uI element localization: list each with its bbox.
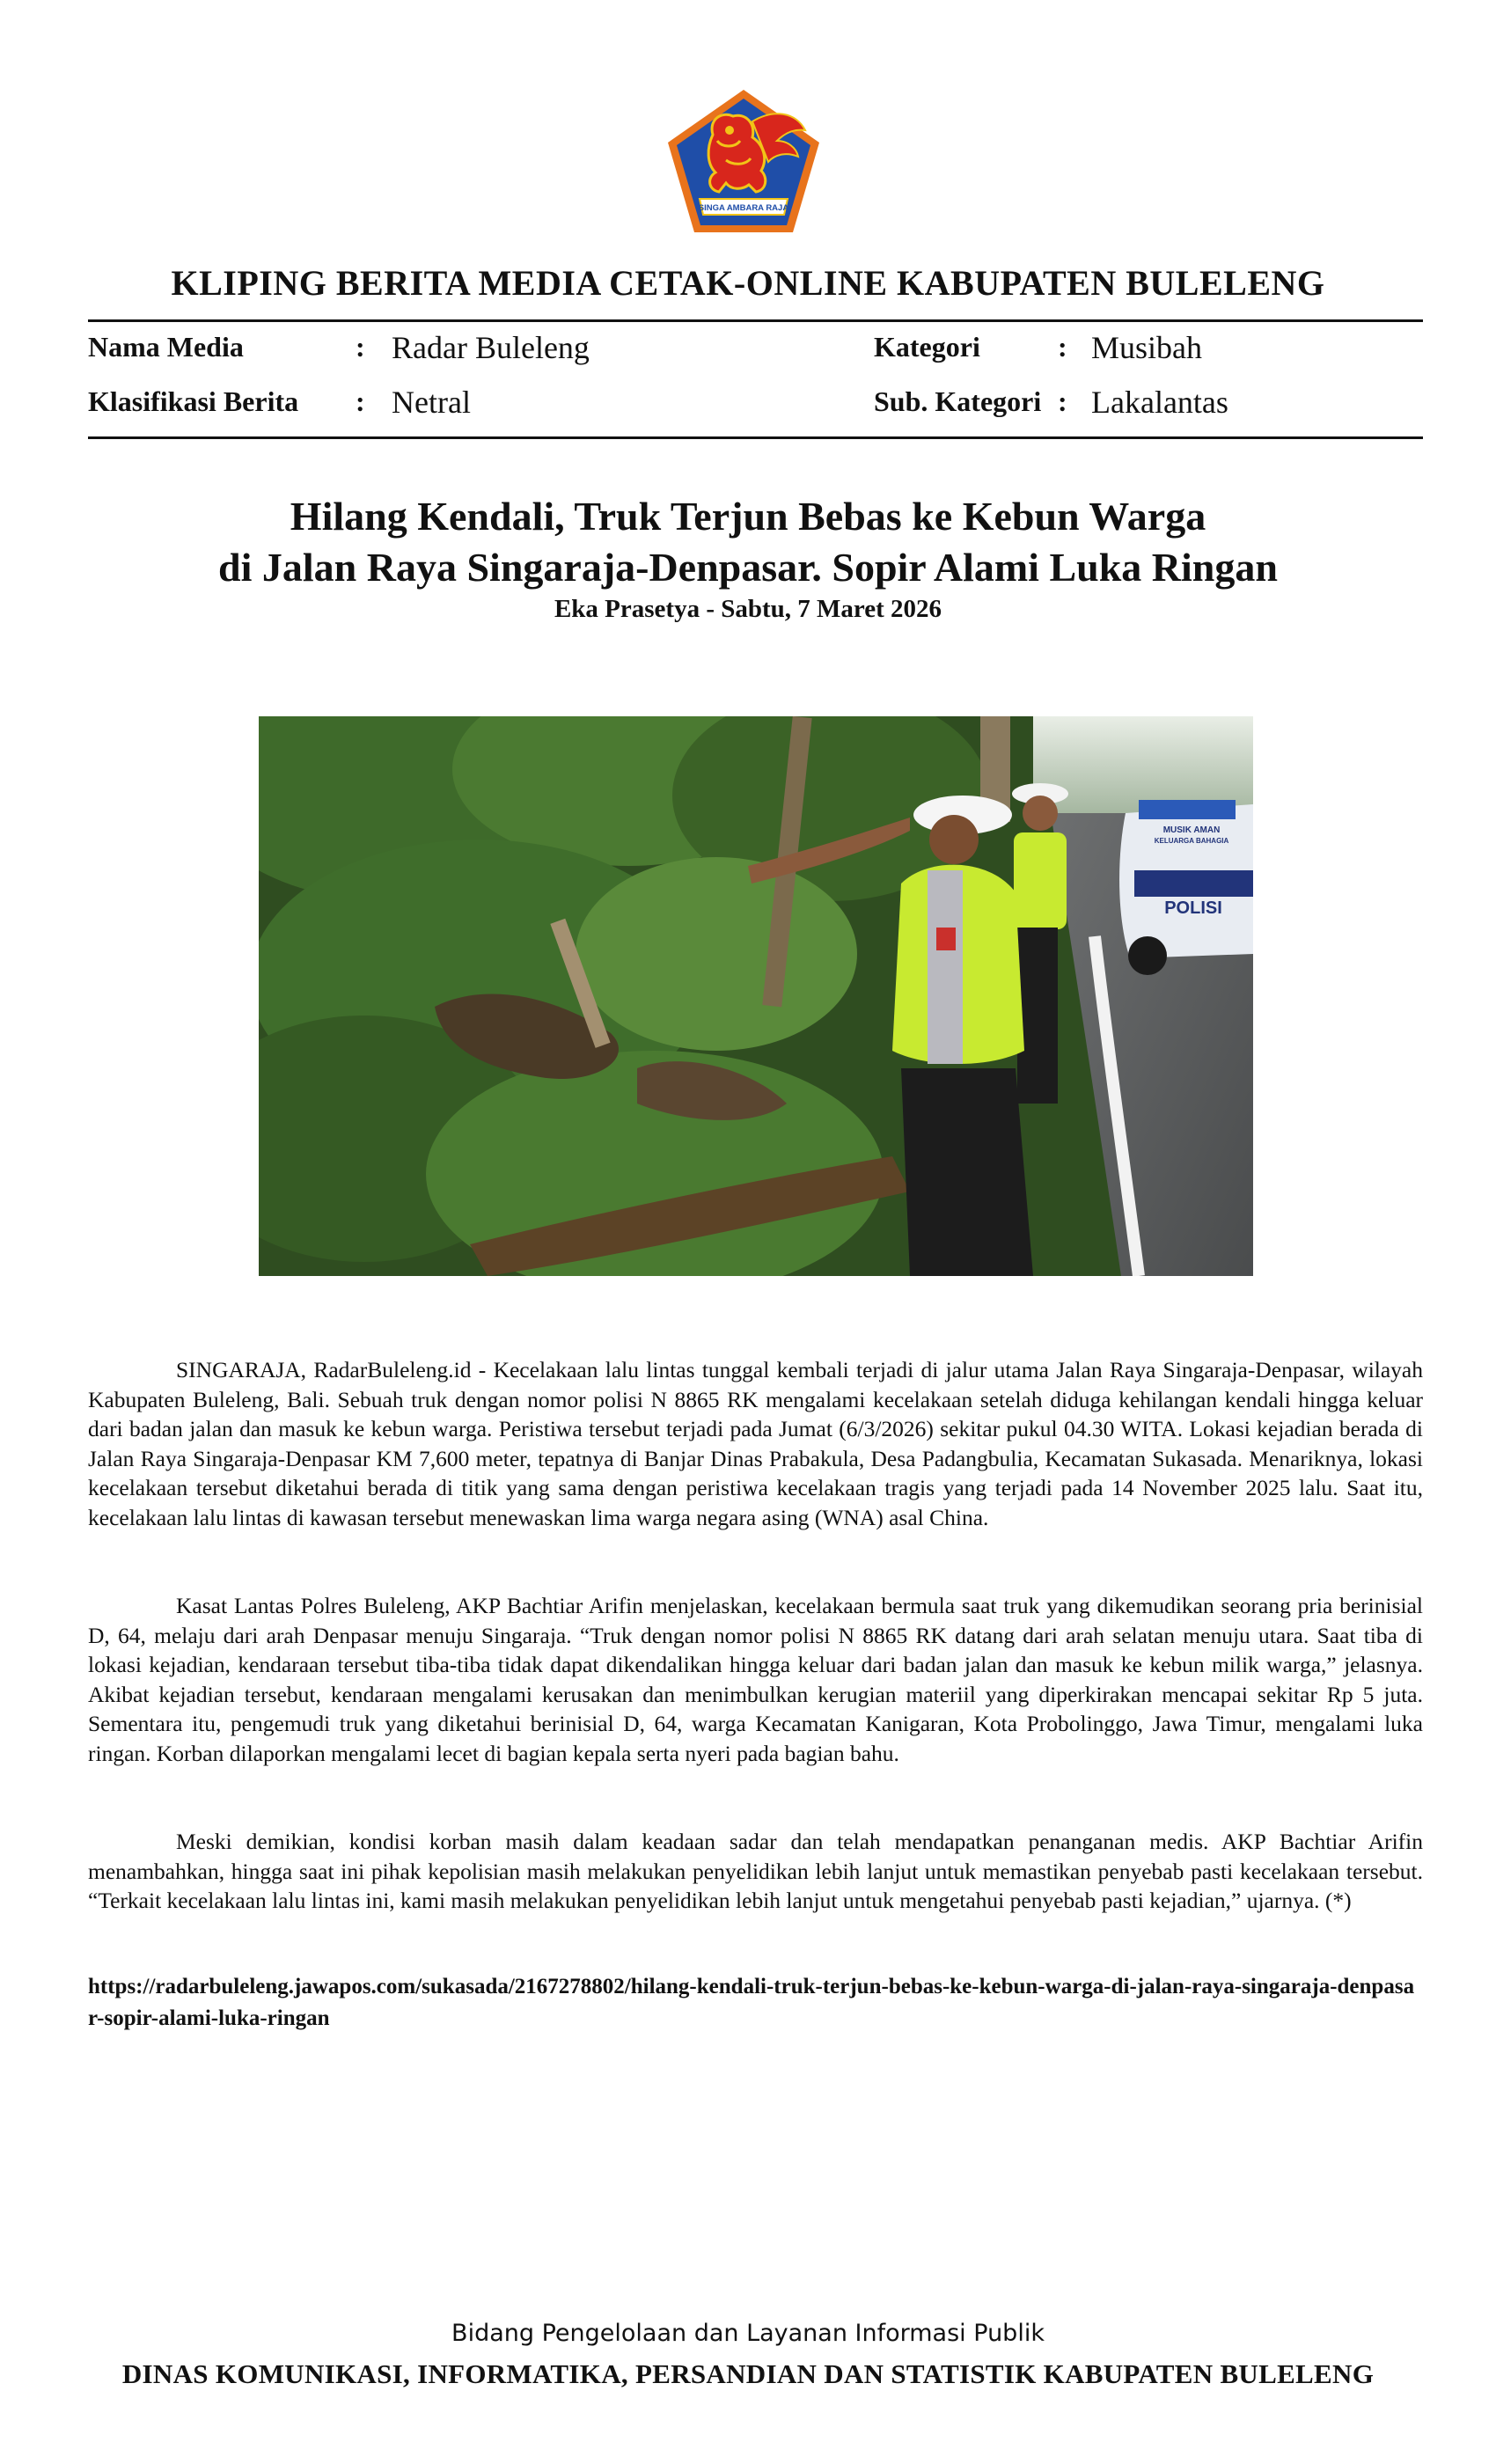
singa-ambara-raja-emblem-icon bbox=[664, 86, 823, 236]
klasifikasi-colon: : bbox=[356, 385, 365, 417]
paragraph-text: Kasat Lantas Polres Buleleng, AKP Bachtiar Arifin menjelaskan, kecelakaan bermula saat truk yang dikemudikan seorang pria berinisial D, 64, melaju dari arah Denpasar menuju Singaraja. “Truk dengan nomor polisi N 8865 RK datang dari arah selatan menuju utara. Saat tiba di lokasi kejadian, kendaraan tersebut tiba-tiba tidak dapat dikendalikan hingga keluar dari badan jalan dan masuk ke kebun milik warga,” jelasnya. Akibat kejadian tersebut, kendaraan mengalami kerusakan dan menimbulkan kerugian materiil yang diperkirakan mencapai sekitar Rp 5 juta. Sementara itu, pengemudi truk yang diketahui berinisial D, 64, warga Kecamatan Kanigaran, Kota Probolinggo, Jawa Timur, mengalami luka ringan. Korban dilaporkan mengalami lecet di bagian kepala serta nyeri pada bagian bahu. bbox=[88, 1593, 1423, 1766]
paragraph-text: Meski demikian, kondisi korban masih dalam keadaan sadar dan telah mendapatkan penanganan medis. AKP Bachtiar Arifin menambahkan, hingga saat ini pihak kepolisian masih melakukan penyelidikan lebih lanjut untuk memastikan penyebab pasti kecelakaan tersebut. “Terkait kecelakaan lalu lintas ini, kami masih melakukan penyelidikan lebih lanjut untuk mengetahui penyebab pasti kejadian,” ujarnya. (*) bbox=[88, 1829, 1423, 1913]
nama-media-colon: : bbox=[356, 331, 365, 363]
nama-media-value: Radar Buleleng bbox=[392, 330, 590, 365]
headline-line-1: Hilang Kendali, Truk Terjun Bebas ke Kebun Warga bbox=[290, 494, 1206, 539]
paragraph-text: SINGARAJA, RadarBuleleng.id - Kecelakaan lalu lintas tunggal kembali terjadi di jalur utama Jalan Raya Singaraja-Denpasar, wilayah Kabupaten Buleleng, Bali. Sebuah truk dengan nomor polisi N 8865 RK mengalami kecelakaan setelah diduga kehilangan kendali hingga keluar dari badan jalan dan masuk ke kebun warga. Peristiwa tersebut terjadi pada Jumat (6/3/2026) sekitar pukul 04.30 WITA. Lokasi kejadian berada di Jalan Raya Singaraja-Denpasar KM 7,600 meter, tepatnya di Banjar Dinas Prabakula, Desa Padangbulia, Kecamatan Sukasada. Menariknya, lokasi kecelakaan tersebut diketahui berada di titik yang sama dengan peristiwa kecelakaan tragis yang terjadi pada 14 November 2025 lalu. Saat itu, kecelakaan lalu lintas di kawasan tersebut menewaskan lima warga negara asing (WNA) asal China. bbox=[88, 1357, 1423, 1530]
car-slogan-1: MUSIK AMAN bbox=[1162, 825, 1221, 835]
footer-agency: DINAS KOMUNIKASI, INFORMATIKA, PERSANDIAN DAN STATISTIK KABUPATEN BULELENG bbox=[121, 2358, 1375, 2389]
sub-kategori-value: Lakalantas bbox=[1091, 385, 1228, 420]
article-paragraph-1 bbox=[88, 1355, 1423, 1532]
police-car bbox=[1119, 800, 1253, 975]
sub-kategori-label: Sub. Kategori bbox=[874, 385, 1042, 417]
car-label: POLISI bbox=[1164, 898, 1222, 918]
klasifikasi-label: Klasifikasi Berita bbox=[88, 385, 299, 417]
kategori-value: Musibah bbox=[1091, 330, 1202, 365]
article-paragraph-2 bbox=[88, 1591, 1423, 1768]
source-url-link[interactable]: https://radarbuleleng.jawapos.com/sukasada/2167278802/hilang-kendali-truk-terjun-bebas-ke-kebun-warga-di-jalan-raya-singaraja-denpasar-sopir-alami-luka-ringan bbox=[88, 1975, 1415, 2030]
kliping-title: KLIPING BERITA MEDIA CETAK-ONLINE KABUPATEN BULELENG bbox=[171, 263, 1325, 303]
kategori-colon: : bbox=[1058, 331, 1067, 363]
car-slogan-2: KELUARGA BAHAGIA bbox=[1154, 837, 1229, 845]
kategori-label: Kategori bbox=[874, 331, 980, 363]
klasifikasi-value: Netral bbox=[392, 385, 471, 420]
sub-kategori-colon: : bbox=[1058, 385, 1067, 417]
buleleng-logo bbox=[664, 86, 823, 236]
headline-line-2: di Jalan Raya Singaraja-Denpasar. Sopir Alami Luka Ringan bbox=[218, 545, 1278, 590]
nama-media-label: Nama Media bbox=[88, 331, 244, 363]
header-divider-bottom bbox=[88, 436, 1423, 439]
logo-motto: SINGA AMBARA RAJA bbox=[698, 203, 789, 213]
news-photo bbox=[259, 716, 1253, 1276]
footer-department: Bidang Pengelolaan dan Layanan Informasi Publik bbox=[451, 2320, 1045, 2347]
header-divider-top bbox=[88, 319, 1423, 322]
byline: Eka Prasetya - Sabtu, 7 Maret 2026 bbox=[554, 595, 942, 623]
article-paragraph-3 bbox=[88, 1827, 1423, 1916]
